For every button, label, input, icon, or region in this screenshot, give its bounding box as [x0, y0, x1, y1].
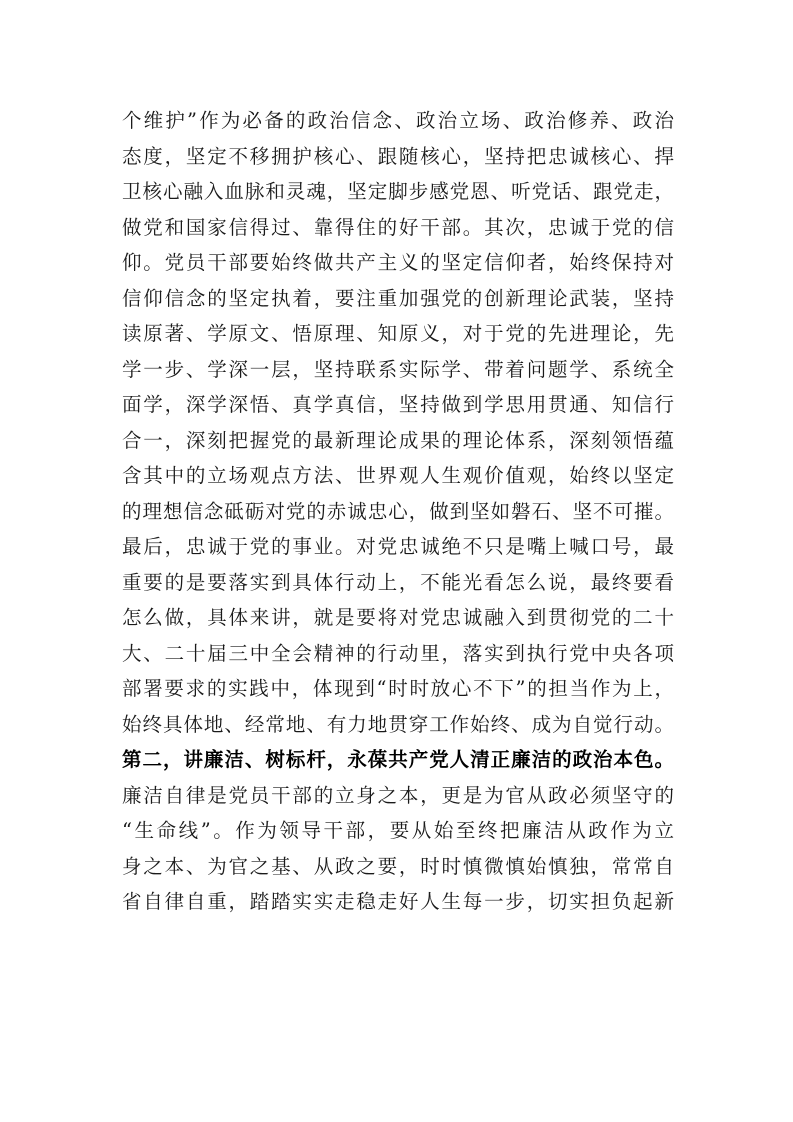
text-line: 合一，深刻把握党的最新理论成果的理论体系，深刻领悟蕴 — [122, 428, 674, 452]
text-line: 卫核心融入血脉和灵魂，坚定脚步感党恩、听党话、跟党走， — [122, 180, 674, 203]
text-line: 信仰信念的坚定执着，要注重加强党的创新理论武装，坚持 — [122, 286, 674, 310]
text-line: 面学，深学深悟、真学真信，坚持做到学思用贯通、知信行 — [122, 393, 674, 416]
text-line: 个维护”作为必备的政治信念、政治立场、政治修养、政治 — [122, 109, 674, 132]
text-line: 大、二十届三中全会精神的行动里，落实到执行党中央各项 — [122, 641, 674, 665]
text-line: 仰。党员干部要始终做共产主义的坚定信仰者，始终保持对 — [122, 251, 674, 274]
text-line: 最后，忠诚于党的事业。对党忠诚绝不只是嘴上喊口号，最 — [122, 535, 674, 558]
text-line: “生命线”。作为领导干部，要从始至终把廉洁从政作为立 — [122, 819, 674, 842]
text-line: 读原著、学原文、悟原理、知原义，对于党的先进理论，先 — [122, 322, 674, 345]
text-line: 学一步、学深一层，坚持联系实际学、带着问题学、系统全 — [122, 357, 674, 381]
text-line: 部署要求的实践中，体现到“时时放心不下”的担当作为上， — [122, 677, 674, 700]
text-line: 含其中的立场观点方法、世界观人生观价值观，始终以坚定 — [122, 464, 674, 487]
text-line: 做党和国家信得过、靠得住的好干部。其次，忠诚于党的信 — [122, 215, 674, 239]
document-body — [122, 103, 674, 920]
text-line: 省自律自重，踏踏实实走稳走好人生每一步，切实担负起新 — [122, 890, 674, 913]
text-line: 廉洁自律是党员干部的立身之本，更是为官从政必须坚守的 — [122, 783, 674, 807]
text-line: 怎么做，具体来讲，就是要将对党忠诚融入到贯彻党的二十 — [122, 606, 674, 629]
text-line: 始终具体地、经常地、有力地贯穿工作始终、成为自觉行动。 — [122, 712, 674, 736]
text-line: 重要的是要落实到具体行动上，不能光看怎么说，最终要看 — [122, 570, 674, 594]
text-line: 的理想信念砥砺对党的赤诚忠心，做到坚如磐石、坚不可摧。 — [122, 499, 674, 523]
section-heading-line: 第二，讲廉洁、树标杆，永葆共产党人清正廉洁的政治本色。 — [122, 748, 674, 771]
text-line: 身之本、为官之基、从政之要，时时慎微慎始慎独，常常自 — [122, 854, 674, 878]
text-line: 态度，坚定不移拥护核心、跟随核心，坚持把忠诚核心、捍 — [122, 144, 674, 168]
